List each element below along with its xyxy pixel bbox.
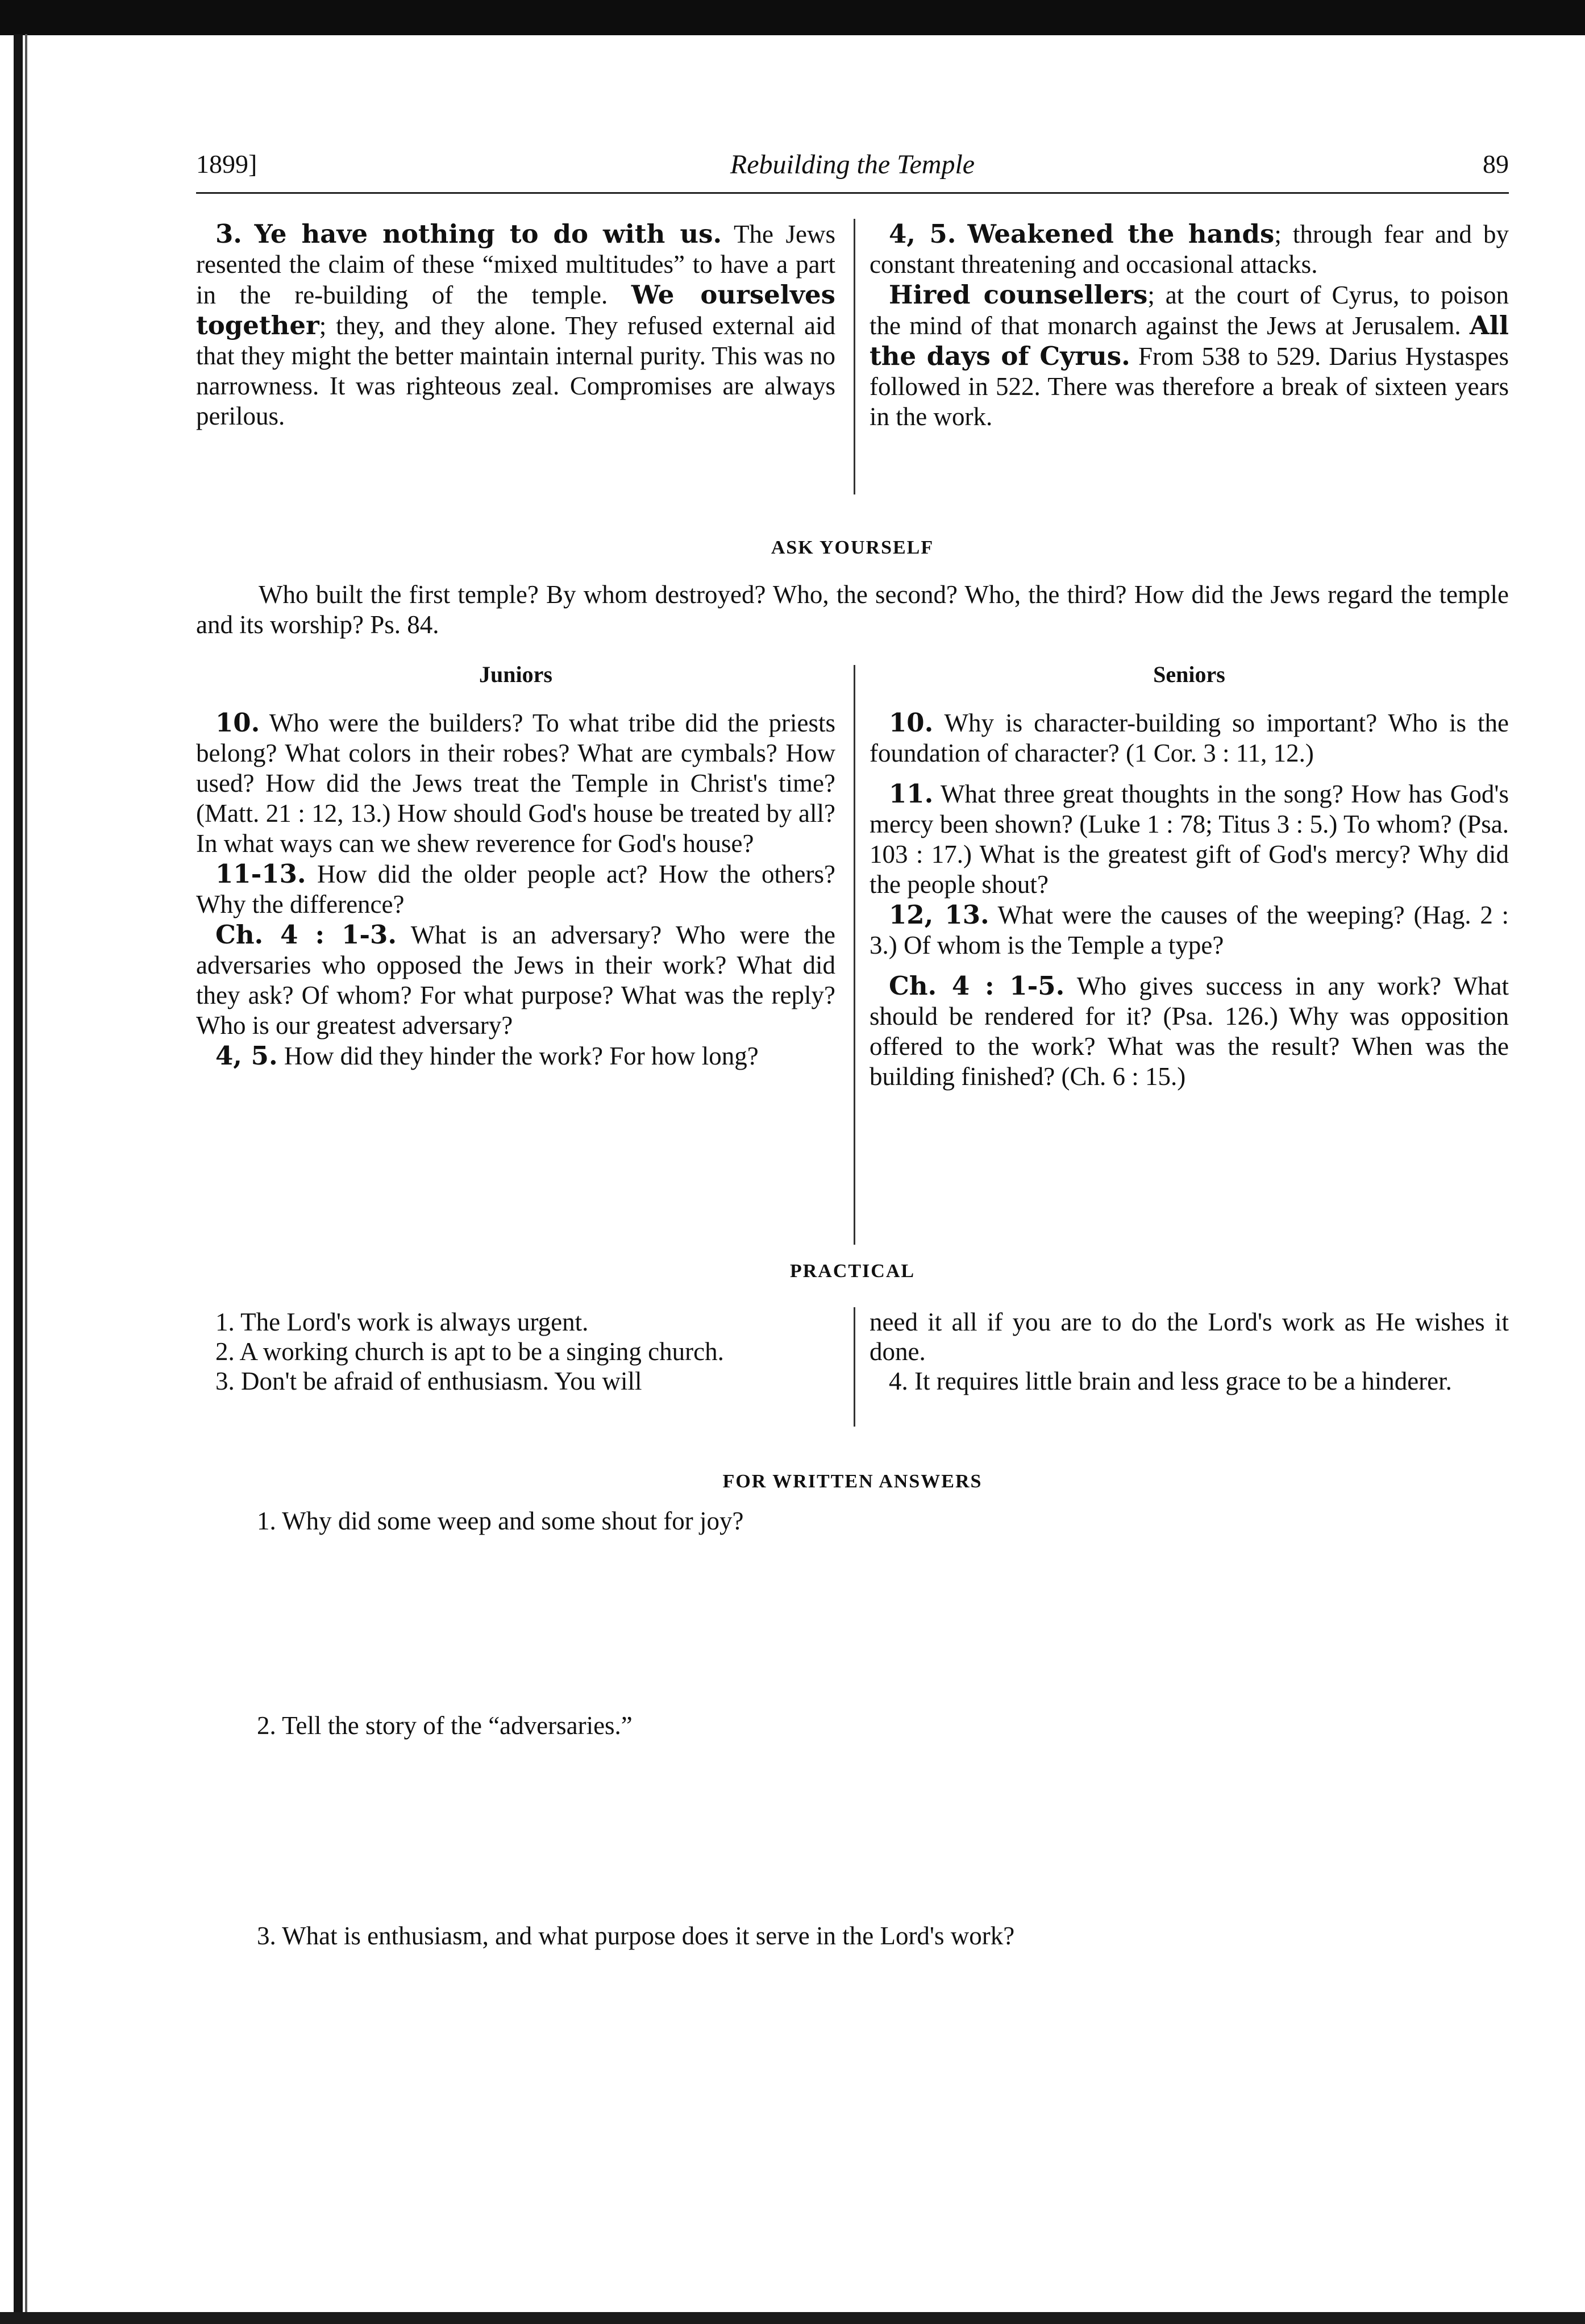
ask-yourself-text xyxy=(196,580,1509,640)
commentary-right xyxy=(870,219,1509,432)
practical-item: 2. A working church is apt to be a singing church. xyxy=(215,1337,724,1366)
scan-left-border xyxy=(14,34,23,2324)
verse-ref: 4, 5. xyxy=(889,219,956,249)
seniors-questions xyxy=(870,708,1509,1092)
commentary-right-paragraph xyxy=(870,219,1509,280)
page-number: 89 xyxy=(1483,149,1509,178)
written-question: 2. Tell the story of the “adversaries.” xyxy=(257,1711,633,1740)
question-item: 10. Who were the builders? To what tribe did the priests belong? What colors in their robes? What are cymbals? How used? How did the Jews treat the Temple in Christ's time? (Matt. 21 : 12, 13.) How should God's house be treated by all? In what ways can we shew reverence for God's house? xyxy=(196,708,836,858)
seniors-heading: Seniors xyxy=(1153,662,1225,687)
question-item: Ch. 4 : 1-5. Who gives success in any work? What should be rendered for it? (Psa. 126.) Why was opposition offered to the work? What was the result? When was the building finished? (Ch. 6 : 15.) xyxy=(870,971,1509,1091)
header-rule xyxy=(196,192,1509,194)
ask-yourself-heading: ASK YOURSELF xyxy=(771,537,934,558)
lemma: All the days of Cyrus. xyxy=(870,310,1509,371)
written-question: 3. What is enthusiasm, and what purpose does it serve in the Lord's work? xyxy=(257,1922,1015,1950)
column-divider xyxy=(854,665,855,1245)
verse-ref: 3. xyxy=(215,219,242,249)
question-item: 11-13. How did the older people act? How the others? Why the difference? xyxy=(196,859,835,918)
running-header xyxy=(196,149,1509,189)
header-title: Rebuilding the Temple xyxy=(730,149,975,180)
commentary-text: ; at the court of Cyrus, to poison the mind of that monarch against the Jews at Jerusalem. xyxy=(870,281,1509,340)
commentary-left-paragraph xyxy=(196,219,835,431)
commentary-text: The Jews resented the claim of these “mixed multitudes” to have a part in the re-building of the temple. xyxy=(196,220,836,309)
column-divider xyxy=(854,219,855,494)
question-item: Ch. 4 : 1-3. What is an adversary? Who were the adversaries who opposed the Jews in their work? What did they ask? Of whom? For what purpose? What was the reply? Who is our greatest adversary? xyxy=(196,920,835,1040)
lemma: We ourselves together xyxy=(196,280,835,340)
juniors-questions xyxy=(196,708,835,1071)
written-answers-heading: FOR WRITTEN ANSWERS xyxy=(722,1471,983,1492)
commentary-text: ; through fear and by constant threatening and occasional attacks. xyxy=(870,220,1509,278)
scan-left-border-edge xyxy=(25,34,27,2324)
question-item: 4, 5. How did they hinder the work? For how long? xyxy=(215,1041,759,1071)
header-year: 1899] xyxy=(196,149,257,178)
scan-bottom-border xyxy=(0,2312,1585,2324)
practical-left xyxy=(196,1307,835,1396)
juniors-heading: Juniors xyxy=(479,662,552,687)
column-divider xyxy=(854,1307,855,1427)
ask-yourself-paragraph: Who built the first temple? By whom destroyed? Who, the second? Who, the third? How did the Jews regard the temple and its worship? Ps. 84. xyxy=(196,580,1509,639)
practical-item: 4. It requires little brain and less grace to be a hinderer. xyxy=(889,1367,1452,1395)
practical-item: 1. The Lord's work is always urgent. xyxy=(215,1308,589,1336)
lemma: Ye have nothing to do with us. xyxy=(254,219,722,249)
commentary-left xyxy=(196,219,835,431)
commentary-text: ; they, and they alone. They refused external aid that they might the better maintain internal purity. This was no narrowness. It was righteous zeal. Compromises are always perilous. xyxy=(196,311,835,430)
question-item: 10. Why is character-building so important? Who is the foundation of character? (1 Cor. 3 : 11, 12.) xyxy=(870,708,1509,767)
practical-item: 3. Don't be afraid of enthusiasm. You will xyxy=(215,1367,642,1395)
lemma: Weakened the hands xyxy=(967,219,1275,249)
question-item: 12, 13. What were the causes of the weeping? (Hag. 2 : 3.) Of whom is the Temple a type? xyxy=(870,900,1509,959)
scan-top-border xyxy=(0,0,1585,35)
practical-item: need it all if you are to do the Lord's work as He wishes it done. xyxy=(870,1308,1509,1366)
practical-heading: PRACTICAL xyxy=(789,1261,916,1282)
commentary-text: From 538 to 529. Darius Hystaspes followed in 522. There was therefore a break of sixteen years in the work. xyxy=(870,342,1509,431)
commentary-right-paragraph xyxy=(870,280,1509,432)
question-item: 11. What three great thoughts in the song? How has God's mercy been shown? (Luke 1 : 78; Titus 3 : 5.) To whom? (Psa. 103 : 17.) What is the greatest gift of God's mercy? Why did the people shout? xyxy=(870,779,1509,899)
lemma: Hired counsellers xyxy=(889,280,1148,310)
practical-right xyxy=(870,1307,1509,1396)
written-question: 1. Why did some weep and some shout for joy? xyxy=(257,1507,744,1535)
